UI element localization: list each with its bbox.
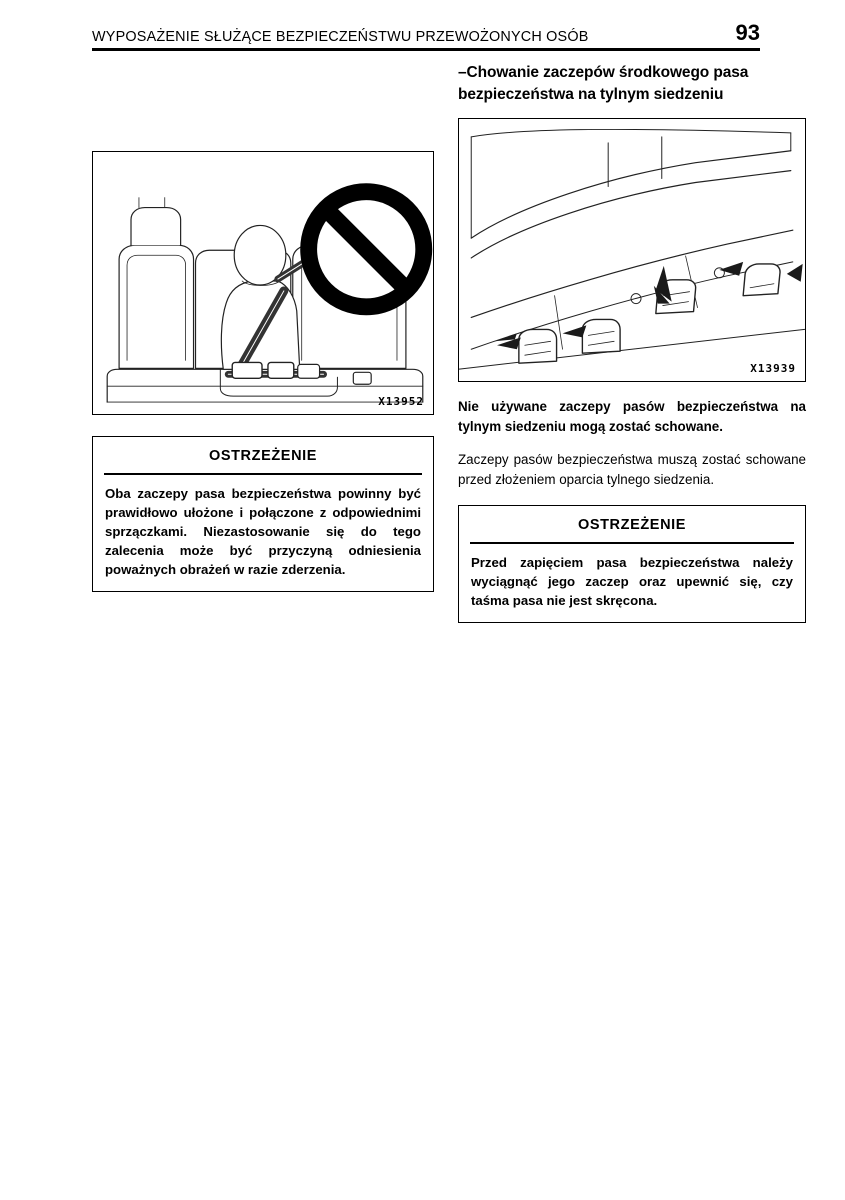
warning-body: Oba zaczepy pasa bezpieczeństwa powinny być prawidłowo ułożone i połączone z odpowiednimi sprzączkami. Niezastosowanie się do tego zalecenia może być przyczyną odniesienia poważnych obrażeń w razie zderzenia.: [105, 485, 421, 577]
stowing-buckles-illustration: [459, 119, 805, 381]
warning-box-seatbelt-buckles: [92, 436, 434, 592]
header-divider: [92, 48, 760, 51]
figure-stowing-buckles: [458, 118, 806, 382]
right-column: [458, 62, 806, 623]
body-paragraph: Zaczepy pasów bezpieczeństwa muszą zostać schowane przed złożeniem oparcia tylnego siedzenia.: [458, 452, 806, 487]
page-header: [92, 22, 760, 45]
page-number: 93: [735, 20, 760, 45]
warning-body: Przed zapięciem pasa bezpieczeństwa należy wyciągnąć jego zaczep oraz upewnić się, czy taśma pasa nie jest skręcona.: [471, 554, 793, 608]
left-column: [92, 62, 434, 592]
page-title: WYPOSAŻENIE SŁUŻĄCE BEZPIECZEŃSTWU PRZEWOŻONYCH OSÓB: [92, 29, 589, 45]
intro-paragraph-bold: Nie używane zaczepy pasów bezpieczeństwa na tylnym siedzeniu mogą zostać schowane.: [458, 399, 806, 434]
figure-seatbelt-incorrect: [92, 151, 434, 415]
warning-box-belt-twist: [458, 505, 806, 623]
warning-title: OSTRZEŻENIE: [577, 517, 687, 534]
figure-code: X13952: [378, 395, 424, 408]
section-heading: –Chowanie zaczepów środkowego pasa bezpieczeństwa na tylnym siedzeniu: [458, 64, 749, 103]
prohibition-icon: [309, 192, 424, 307]
warning-title: OSTRZEŻENIE: [208, 448, 318, 464]
figure-code: X13939: [750, 362, 796, 375]
seatbelt-incorrect-illustration: [93, 152, 433, 414]
